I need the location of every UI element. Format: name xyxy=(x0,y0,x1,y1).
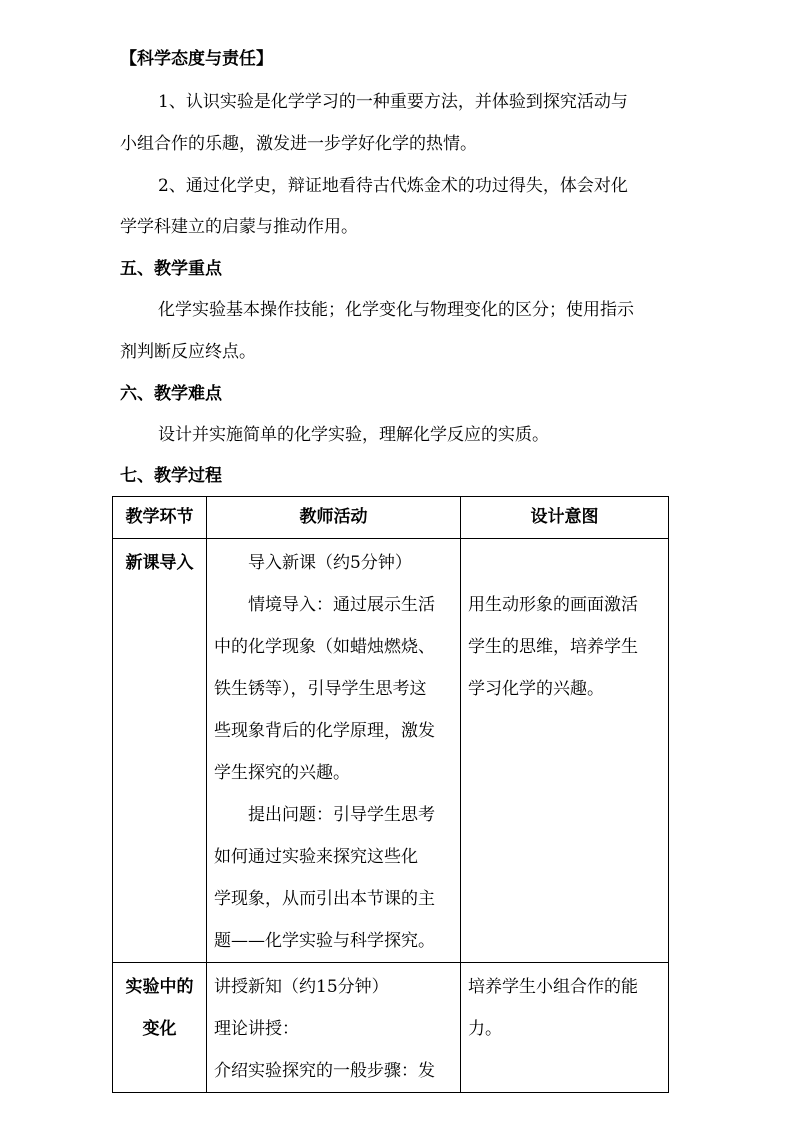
table-header-row xyxy=(113,497,669,539)
design-intent-cell xyxy=(461,963,669,1093)
teacher-line: 情境导入：通过展示生活 xyxy=(248,595,435,615)
intent-line: 学习化学的兴趣。 xyxy=(468,679,604,699)
table-row xyxy=(113,963,669,1093)
teacher-line: 些现象背后的化学原理，激发 xyxy=(214,721,435,741)
attitude-paragraph-1-line-2: 小组合作的乐趣，激发进一步学好化学的热情。 xyxy=(120,134,477,154)
key-points-heading: 五、教学重点 xyxy=(120,259,222,279)
design-intent-cell xyxy=(461,539,669,963)
teacher-line: 铁生锈等），引导学生思考这 xyxy=(214,679,427,699)
intent-line: 学生的思维，培养学生 xyxy=(468,637,638,657)
attitude-paragraph-2-line-2: 学学科建立的启蒙与推动作用。 xyxy=(120,217,358,237)
difficult-points-heading: 六、教学难点 xyxy=(120,384,222,404)
attitude-heading: 【科学态度与责任】 xyxy=(120,49,273,69)
intent-line: 用生动形象的画面激活 xyxy=(468,595,638,615)
attitude-paragraph-1-line-1: 1、认识实验是化学学习的一种重要方法，并体验到探究活动与 xyxy=(158,92,628,112)
stage-label-line-2: 变化 xyxy=(142,1019,177,1039)
table-row xyxy=(113,539,669,963)
intent-line: 力。 xyxy=(468,1019,502,1039)
teacher-line: 讲授新知（约15分钟） xyxy=(214,977,389,997)
teacher-activity-cell xyxy=(207,963,461,1093)
process-heading: 七、教学过程 xyxy=(120,466,222,486)
teaching-process-table xyxy=(112,496,669,1093)
stage-cell xyxy=(113,539,207,963)
teacher-line: 中的化学现象（如蜡烛燃烧、 xyxy=(214,637,435,657)
header-teacher-activity: 教师活动 xyxy=(207,497,461,539)
teacher-line: 介绍实验探究的一般步骤：发 xyxy=(214,1061,435,1081)
header-stage: 教学环节 xyxy=(113,497,207,539)
teacher-line: 如何通过实验来探究这些化 xyxy=(214,847,418,867)
teacher-activity-cell xyxy=(207,539,461,963)
teacher-line: 理论讲授： xyxy=(214,1019,299,1039)
teacher-line: 导入新课（约5分钟） xyxy=(248,553,412,573)
key-points-line-1: 化学实验基本操作技能；化学变化与物理变化的区分；使用指示 xyxy=(158,300,634,320)
stage-label: 新课导入 xyxy=(125,553,194,573)
header-design-intent: 设计意图 xyxy=(461,497,669,539)
teacher-line: 题——化学实验与科学探究。 xyxy=(214,931,435,951)
stage-cell xyxy=(113,963,207,1093)
teacher-line: 学生探究的兴趣。 xyxy=(214,763,350,783)
teacher-line: 提出问题：引导学生思考 xyxy=(248,805,435,825)
key-points-line-2: 剂判断反应终点。 xyxy=(120,342,256,362)
attitude-paragraph-2-line-1: 2、通过化学史，辩证地看待古代炼金术的功过得失，体会对化 xyxy=(158,176,628,196)
teacher-line: 学现象，从而引出本节课的主 xyxy=(214,889,435,909)
difficult-points-line-1: 设计并实施简单的化学实验，理解化学反应的实质。 xyxy=(158,425,549,445)
stage-label-line-1: 实验中的 xyxy=(125,977,194,997)
intent-line: 培养学生小组合作的能 xyxy=(468,977,638,997)
